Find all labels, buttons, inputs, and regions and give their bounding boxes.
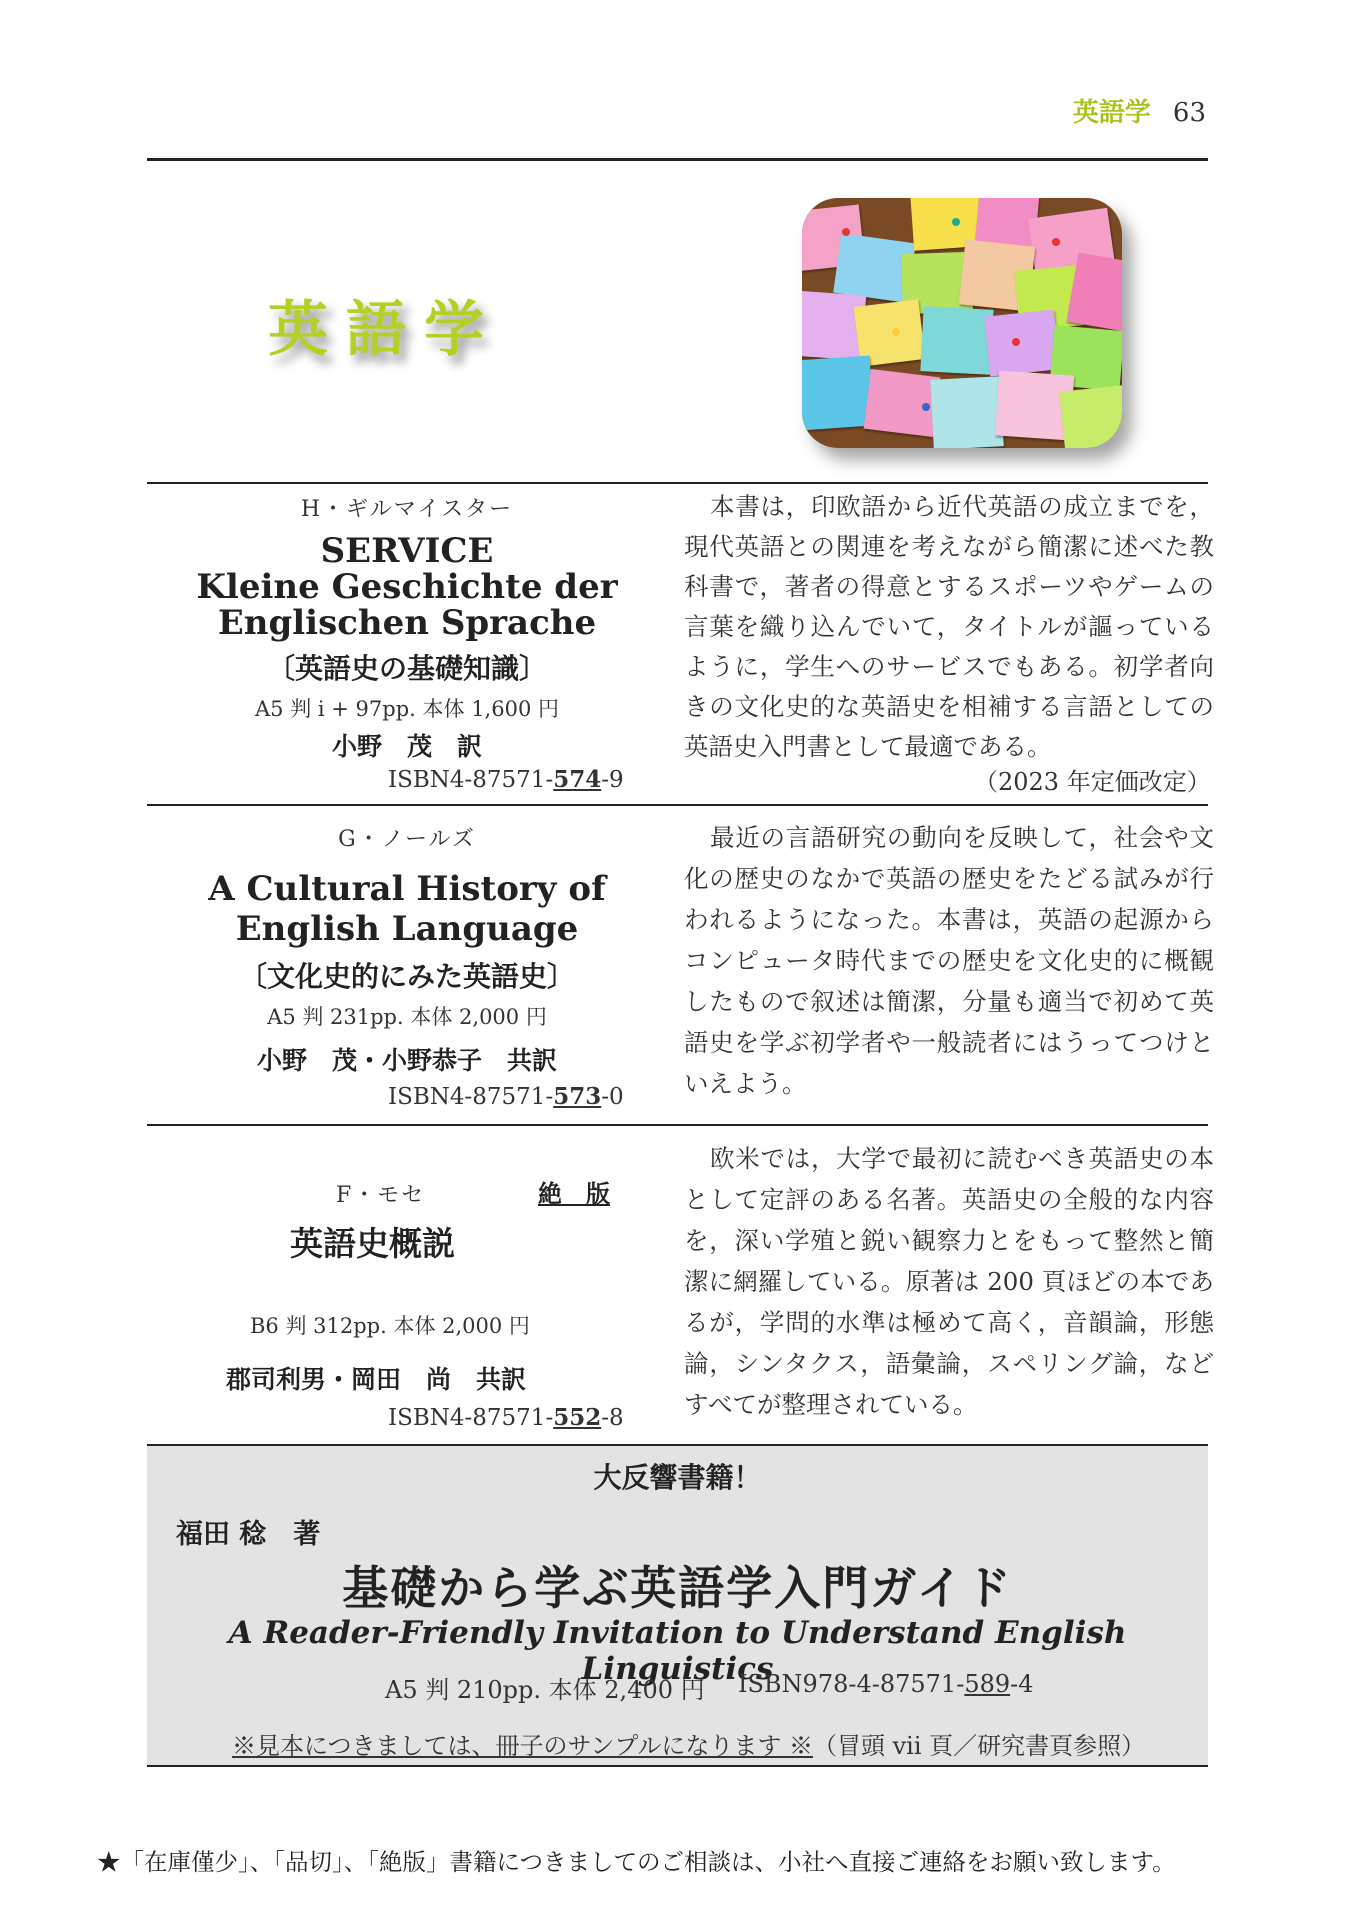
book-description: 欧米では，大学で最初に読むべき英語史の本として定評のある名著。英語史の全般的な内容を，深い学殖と鋭い観察力とをもって整然と簡潔に網羅している。原著は 200 頁ほどの本であるが，学問的水準は極めて高く，音韻論，形態論，シンタクス，語彙論，スペリング論，などすべてが整理されている。 bbox=[684, 1144, 1214, 1419]
book-translator: 小野 茂・小野恭子 共訳 bbox=[256, 1046, 557, 1075]
book-entry-1 bbox=[147, 492, 667, 763]
book-author: F・モセ bbox=[336, 1183, 426, 1208]
book-spec: A5 判 i + 97pp. 本体 1,600 円 bbox=[255, 697, 559, 721]
sticky-notes-image bbox=[802, 198, 1122, 448]
feature-author: 福田 稔 著 bbox=[176, 1519, 321, 1550]
book-isbn: ISBN4-87571-574-9 bbox=[388, 766, 624, 793]
book-spec: B6 判 312pp. 本体 2,000 円 bbox=[250, 1314, 530, 1338]
book-entry-2 bbox=[147, 822, 667, 1077]
feature-spec: A5 判 210pp. 本体 2,400 円 bbox=[385, 1676, 705, 1704]
book-isbn: ISBN4-87571-573-0 bbox=[388, 1083, 624, 1110]
book-title: 英語史概説 bbox=[290, 1224, 455, 1263]
book-description: 最近の言語研究の動向を反映して，社会や文化の歴史のなかで英語の歴史をたどる試みが行われるようになった。本書は，英語の起源からコンピュータ時代までの歴史を文化史的に概観したもので叙述は簡潔，分量も適当で初めて英語史を学ぶ初学者や一般読者にはうってつけといえよう。 bbox=[684, 823, 1214, 1098]
feature-headline: 大反響書籍！ bbox=[593, 1461, 762, 1494]
book-subtitle: 〔文化史的にみた英語史〕 bbox=[238, 960, 575, 993]
feature-english-title: A Reader-Friendly Invitation to Understand English Linguistics bbox=[228, 1615, 1127, 1687]
book-translator: 郡司利男・岡田 尚 共訳 bbox=[226, 1365, 527, 1394]
book-title-line: Englischen Sprache bbox=[217, 603, 597, 643]
feature-title: 基礎から学ぶ英語学入門ガイド bbox=[342, 1561, 1013, 1615]
book-author: G・ノールズ bbox=[338, 827, 476, 852]
page-number: 63 bbox=[1172, 98, 1206, 128]
book-title-line: Kleine Geschichte der bbox=[196, 567, 618, 607]
out-of-print-badge: 絶 版 bbox=[538, 1180, 610, 1208]
book-subtitle: 〔英語史の基礎知識〕 bbox=[266, 652, 547, 685]
book-title-line: English Language bbox=[235, 909, 579, 949]
running-header bbox=[1073, 92, 1206, 129]
book-translator: 小野 茂 訳 bbox=[331, 732, 482, 761]
book-title-line: SERVICE bbox=[320, 531, 494, 571]
sample-note: ※見本につきましては、冊子のサンプルになります ※（冒頭 vii 頁／研究書頁参照） bbox=[232, 1732, 1146, 1760]
feature-isbn: ISBN978-4-87571-589-4 bbox=[738, 1670, 1034, 1698]
book-isbn: ISBN4-87571-552-8 bbox=[388, 1404, 624, 1431]
top-rule bbox=[147, 158, 1208, 161]
book-title-line: A Cultural History of bbox=[208, 869, 606, 909]
divider bbox=[147, 482, 1208, 484]
divider bbox=[147, 1765, 1208, 1767]
footer-note: ★「在庫僅少」、「品切」、「絶版」書籍につきましてのご相談は、小社へ直接ご連絡をお願い致します。 bbox=[97, 1848, 1176, 1876]
price-revision-note: （2023 年定価改定） bbox=[974, 768, 1211, 796]
divider bbox=[147, 804, 1208, 806]
book-spec: A5 判 231pp. 本体 2,000 円 bbox=[267, 1005, 547, 1029]
divider bbox=[147, 1124, 1208, 1126]
book-description: 本書は，印欧語から近代英語の成立までを，現代英語との関連を考えながら簡潔に述べた教科書で，著者の得意とするスポーツやゲームの言葉を織り込んでいて，タイトルが謳っているように，学生へのサービスでもある。初学者向きの文化史的な英語史を相補する言語としての英語史入門書として最適である。 bbox=[684, 492, 1214, 761]
section-name: 英語学 bbox=[1072, 98, 1151, 128]
section-title: 英語学 bbox=[268, 295, 502, 365]
book-author: H・ギルマイスター bbox=[300, 497, 514, 522]
